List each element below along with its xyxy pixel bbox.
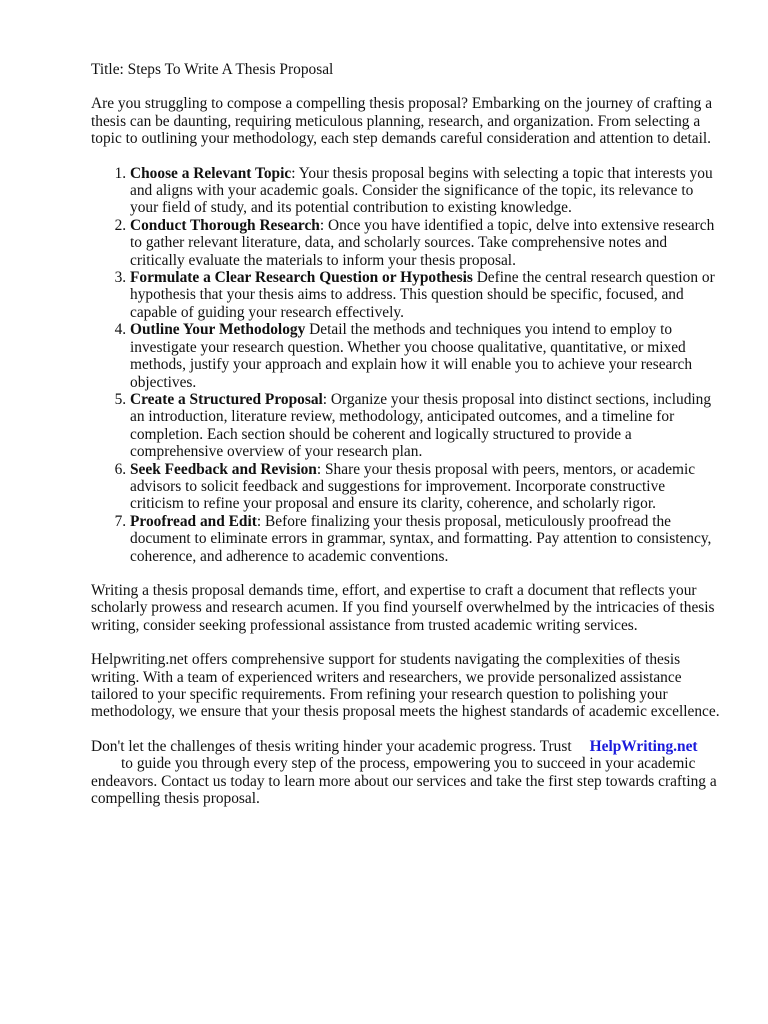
step-item	[130, 513, 720, 565]
step-text: Detail the methods and techniques you intend to employ to investigate your research question. Whether you choose qualitative, quantitative, or mixed methods, justify your approach and explain how it will enable you to achieve your research objectives.	[130, 321, 693, 391]
step-item	[130, 269, 720, 321]
step-heading: Proofread and Edit	[130, 512, 257, 530]
step-text: : Once you have identified a topic, delve into extensive research to gather relevant literature, data, and scholarly sources. Take comprehensive notes and critically evaluate the materials to inform your thesis proposal.	[130, 216, 715, 269]
intro-paragraph: Are you struggling to compose a compelling thesis proposal? Embarking on the journey of crafting a thesis can be daunting, requiring meticulous planning, research, and organization. From selecting a topic to outlining your methodology, each step demands careful consideration and attention to detail.	[91, 95, 713, 148]
step-text: : Organize your thesis proposal into distinct sections, including an introduction, literature review, methodology, anticipated outcomes, and a timeline for completion. Each section should be coherent and logically structured to provide a comprehensive overview of your research plan.	[130, 390, 712, 461]
step-heading: Formulate a Clear Research Question or Hypothesis	[130, 269, 473, 287]
closing-text-before: Don't let the challenges of thesis writing hinder your academic progress. Trust	[91, 737, 572, 755]
step-item	[130, 321, 720, 391]
step-item	[130, 391, 720, 461]
closing-text-after: to guide you through every step of the process, empowering you to succeed in your academic endeavors. Contact us today to learn more about our services and take the first step towards crafting a compelling thesis proposal.	[91, 755, 717, 808]
services-paragraph: Writing a thesis proposal demands time, effort, and expertise to craft a document that reflects your scholarly prowess and research acumen. If you find yourself overwhelmed by the intricacies of thesis writing, consider seeking professional assistance from trusted academic writing services.	[91, 581, 715, 634]
step-text: : Before finalizing your thesis proposal, meticulously proofread the document to eliminate errors in grammar, syntax, and formatting. Pay attention to consistency, coherence, and adherence to academic conventions.	[130, 512, 712, 565]
step-heading: Seek Feedback and Revision	[130, 460, 317, 478]
step-heading: Outline Your Methodology	[130, 321, 306, 339]
helpwriting-paragraph: Helpwriting.net offers comprehensive support for students navigating the complexities of thesis writing. With a team of experienced writers and researchers, we provide personalized assistance tailored to your specific requirements. From refining your research question to polishing your methodology, we ensure that your thesis proposal meets the highest standards of academic excellence.	[91, 651, 720, 721]
closing-paragraph	[91, 738, 720, 808]
step-text: Define the central research question or hypothesis that your thesis aims to address. This question should be specific, focused, and capable of guiding your research effectively.	[130, 269, 715, 321]
step-item	[130, 461, 720, 513]
document-title: Title: Steps To Write A Thesis Proposal	[91, 61, 334, 78]
step-heading: Choose a Relevant Topic	[130, 164, 292, 182]
step-heading: Conduct Thorough Research	[130, 216, 320, 234]
step-item	[130, 217, 720, 269]
step-text: : Share your thesis proposal with peers, mentors, or academic advisors to solicit feedback and suggestions for improvement. Incorporate constructive criticism to refine your proposal and ensure its clarity, coherence, and scholarly rigor.	[130, 460, 696, 513]
steps-list	[91, 165, 720, 565]
helpwriting-link[interactable]: HelpWriting.net	[589, 737, 698, 755]
step-heading: Create a Structured Proposal	[130, 390, 323, 408]
step-text: : Your thesis proposal begins with selecting a topic that interests you and aligns with your academic goals. Consider the significance of the topic, its relevance to your field of study, and its potential contribution to existing knowledge.	[130, 164, 713, 217]
step-item	[130, 165, 720, 217]
